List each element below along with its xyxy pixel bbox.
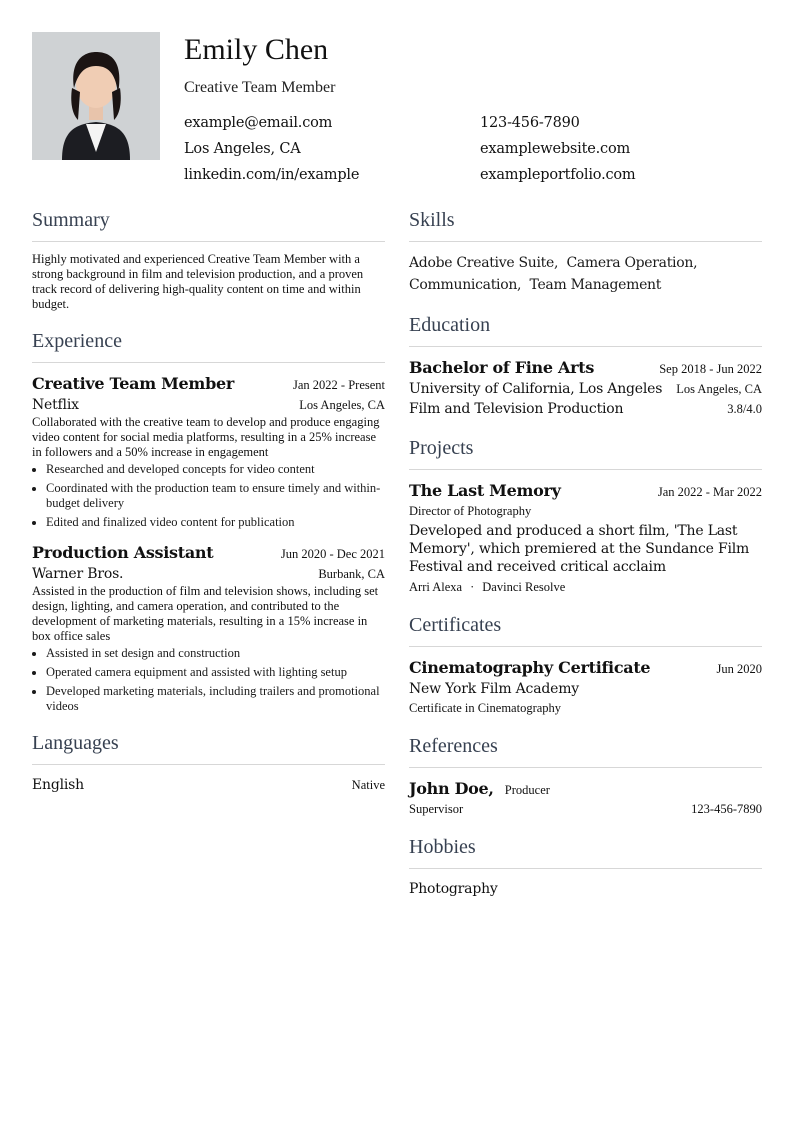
projects-section bbox=[409, 433, 762, 596]
portrait-image bbox=[32, 32, 160, 160]
job-bullet: • Researched and developed concepts for video content bbox=[46, 462, 385, 477]
skills-section bbox=[409, 205, 762, 296]
gpa: 3.8/4.0 bbox=[727, 402, 762, 416]
languages-heading: Languages bbox=[32, 728, 385, 765]
summary-heading: Summary bbox=[32, 205, 385, 242]
job-title: Creative Team Member bbox=[32, 374, 234, 393]
skill-item: Adobe Creative Suite bbox=[409, 255, 554, 271]
hobby-item: Photography bbox=[409, 881, 498, 897]
degree: Bachelor of Fine Arts bbox=[409, 358, 595, 377]
experience-section bbox=[32, 326, 385, 714]
company-name: Warner Bros. bbox=[32, 566, 124, 582]
projects-heading: Projects bbox=[409, 433, 762, 470]
hobbies-section bbox=[409, 832, 762, 899]
experience-item bbox=[32, 542, 385, 714]
project-tools bbox=[409, 578, 762, 596]
contact-portfolio[interactable]: exampleportfolio.com bbox=[480, 167, 636, 183]
reference-name: John Doe, bbox=[409, 779, 494, 798]
certificate-name: Cinematography Certificate bbox=[409, 658, 651, 677]
skill-item: Communication bbox=[409, 277, 518, 293]
project-role: Director of Photography bbox=[409, 504, 532, 518]
left-column bbox=[32, 205, 385, 809]
project-dates: Jan 2022 - Mar 2022 bbox=[657, 485, 762, 499]
job-bullet: • Edited and finalized video content for publication bbox=[46, 515, 385, 530]
job-description: Assisted in the production of film and television shows, including set design, lighting, and camera operation, and contributed to the development of marketing materials, resulting in a 15% increase in box office sales bbox=[32, 584, 379, 643]
reference-relation: Supervisor bbox=[409, 802, 464, 816]
school-location: Los Angeles, CA bbox=[676, 382, 762, 396]
contact-phone[interactable]: 123-456-7890 bbox=[480, 115, 580, 131]
certificate-date: Jun 2020 bbox=[716, 662, 762, 676]
contact-linkedin[interactable]: linkedin.com/in/example bbox=[184, 167, 360, 183]
job-bullet: • Developed marketing materials, including trailers and promotional videos bbox=[46, 684, 385, 714]
company-name: Netflix bbox=[32, 397, 79, 413]
education-section bbox=[409, 310, 762, 419]
language-level: Native bbox=[351, 778, 385, 792]
language-name: English bbox=[32, 777, 84, 793]
certificate-issuer: New York Film Academy bbox=[409, 681, 579, 697]
skill-item: Team Management bbox=[529, 277, 662, 293]
job-dates: Jan 2022 - Present bbox=[293, 378, 385, 392]
contact-email[interactable]: example@email.com bbox=[184, 115, 333, 131]
references-section bbox=[409, 731, 762, 818]
contact-location: Los Angeles, CA bbox=[184, 141, 301, 157]
project-tool: Arri Alexa bbox=[409, 580, 463, 594]
reference-phone[interactable]: 123-456-7890 bbox=[691, 802, 762, 816]
school-name: University of California, Los Angeles bbox=[409, 381, 663, 397]
job-bullet: • Coordinated with the production team to ensure timely and within-budget delivery bbox=[46, 481, 385, 511]
skill-item: Camera Operation bbox=[566, 255, 694, 271]
languages-section bbox=[32, 728, 385, 795]
education-heading: Education bbox=[409, 310, 762, 347]
job-bullet: • Operated camera equipment and assisted with lighting setup bbox=[46, 665, 385, 680]
skills-list: Adobe Creative Suite, Camera Operation, Communication, Team Management bbox=[409, 255, 698, 293]
summary-text: Highly motivated and experienced Creative Team Member with a strong background in film and television production, and a proven track record of delivering high-quality content on time and within budget. bbox=[32, 252, 364, 311]
contact-website[interactable]: examplewebsite.com bbox=[480, 141, 631, 157]
candidate-name: Emily Chen bbox=[184, 33, 329, 66]
job-bullets bbox=[32, 646, 385, 714]
job-bullet: • Assisted in set design and construction bbox=[46, 646, 385, 661]
project-description: Developed and produced a short film, 'The Last Memory', which premiered at the Sundance Film Festival and received critical acclaim bbox=[409, 523, 750, 575]
summary-section bbox=[32, 205, 385, 312]
field-of-study: Film and Television Production bbox=[409, 401, 624, 417]
job-title: Production Assistant bbox=[32, 543, 214, 562]
right-column bbox=[409, 205, 762, 913]
candidate-headline: Creative Team Member bbox=[184, 79, 336, 96]
job-bullets bbox=[32, 462, 385, 530]
job-dates: Jun 2020 - Dec 2021 bbox=[280, 547, 385, 561]
job-location: Los Angeles, CA bbox=[299, 398, 385, 412]
skills-heading: Skills bbox=[409, 205, 762, 242]
hobbies-heading: Hobbies bbox=[409, 832, 762, 869]
reference-role: Producer bbox=[504, 783, 550, 797]
experience-heading: Experience bbox=[32, 326, 385, 363]
separator-dot-icon: · bbox=[470, 580, 475, 594]
job-description: Collaborated with the creative team to develop and produce engaging video content for social media platforms, resulting in a 25% increase in followers and a 50% increase in engagement bbox=[32, 415, 380, 459]
profile-photo bbox=[32, 32, 160, 160]
certificates-heading: Certificates bbox=[409, 610, 762, 647]
experience-item bbox=[32, 373, 385, 530]
job-location: Burbank, CA bbox=[318, 567, 385, 581]
certificates-section bbox=[409, 610, 762, 717]
education-dates: Sep 2018 - Jun 2022 bbox=[659, 362, 762, 376]
certificate-description: Certificate in Cinematography bbox=[409, 701, 562, 715]
references-heading: References bbox=[409, 731, 762, 768]
project-tool: Davinci Resolve bbox=[482, 580, 566, 594]
project-name: The Last Memory bbox=[409, 481, 561, 500]
